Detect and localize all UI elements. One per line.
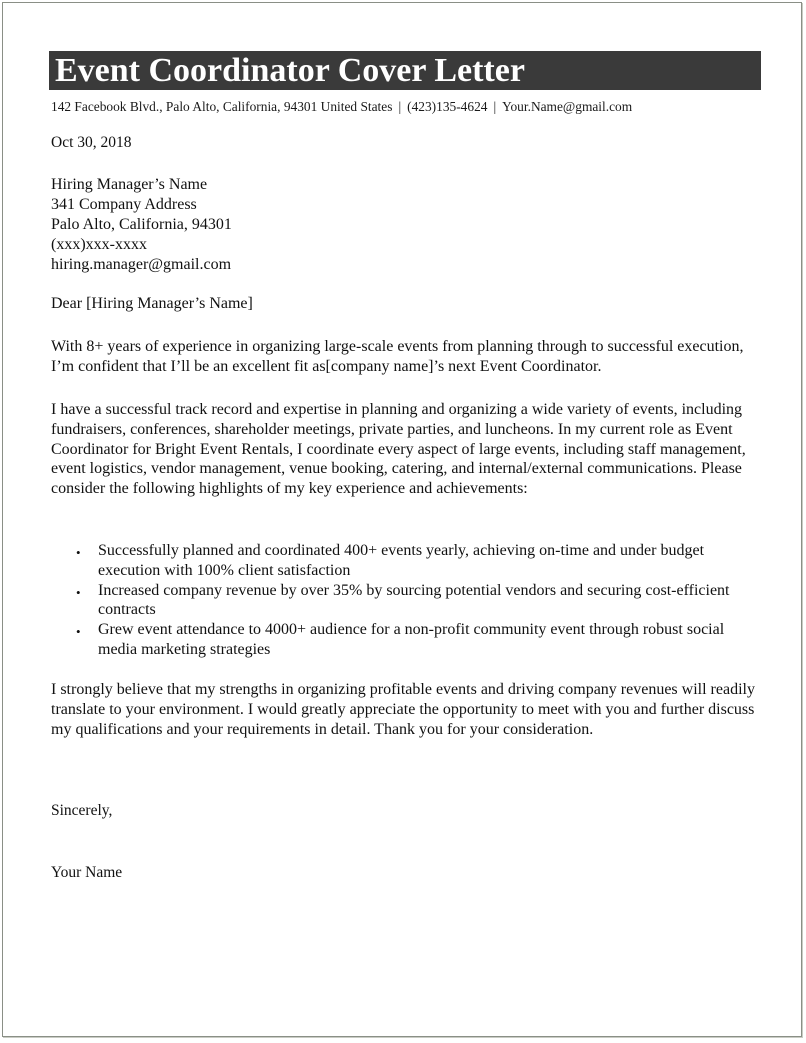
- recipient-email: hiring.manager@gmail.com: [51, 256, 232, 273]
- bullet-icon: •: [76, 584, 81, 600]
- closing-paragraph: I strongly believe that my strengths in organizing profitable events and driving company revenues will readily translate to your environment. I would greatly appreciate the opportunity to meet with you and further discuss my qualifications and your requirements in detail. Thank you for your consideration.: [51, 681, 755, 738]
- list-item-text: Successfully planned and coordinated 400+ events yearly, achieving on-time and under budget execution with 100% client satisfaction: [98, 542, 705, 579]
- contact-separator: |: [493, 99, 497, 114]
- recipient-block: [51, 175, 232, 275]
- letter-title: Event Coordinator Cover Letter: [49, 51, 761, 90]
- recipient-phone: (xxx)xxx-xxxx: [51, 236, 147, 253]
- list-item: [51, 581, 751, 621]
- sender-phone: (423)135-4624: [407, 99, 488, 114]
- list-item: [51, 541, 751, 581]
- recipient-address-line2: Palo Alto, California, 94301: [51, 216, 232, 233]
- list-item: [51, 620, 751, 660]
- closing-salutation: Sincerely,: [51, 802, 113, 819]
- list-item-text: Grew event attendance to 4000+ audience for a non-profit community event through robust social media marketing strategies: [98, 621, 725, 658]
- sender-address: 142 Facebook Blvd., Palo Alto, California, 94301 United States: [51, 99, 393, 114]
- recipient-address-line1: 341 Company Address: [51, 196, 197, 213]
- recipient-name: Hiring Manager’s Name: [51, 176, 208, 193]
- contact-separator: |: [398, 99, 402, 114]
- experience-paragraph: I have a successful track record and expertise in planning and organizing a wide variety of events, including fundraisers, conferences, shareholder meetings, private parties, and luncheons. In my current role as Event Coordinator for Bright Event Rentals, I coordinate every aspect of large events, including staff management, event logistics, vendor management, venue booking, catering, and internal/external communications. Please consider the following highlights of my key experience and achievements:: [51, 401, 746, 498]
- highlights-list: [51, 541, 751, 660]
- intro-paragraph: With 8+ years of experience in organizing large-scale events from planning through to successful execution, I’m confident that I’ll be an excellent fit as[company name]’s next Event Coordinator.: [51, 338, 744, 375]
- letter-page: [2, 2, 802, 1037]
- letter-date: Oct 30, 2018: [51, 134, 132, 151]
- bullet-icon: •: [76, 624, 81, 640]
- bullet-icon: •: [76, 545, 81, 560]
- list-item-text: Increased company revenue by over 35% by sourcing potential vendors and securing cost-efficient contracts: [98, 581, 730, 619]
- greeting: Dear [Hiring Manager’s Name]: [51, 295, 253, 312]
- signature-name: Your Name: [51, 864, 123, 881]
- sender-email: Your.Name@gmail.com: [502, 99, 633, 114]
- contact-line: [51, 99, 632, 115]
